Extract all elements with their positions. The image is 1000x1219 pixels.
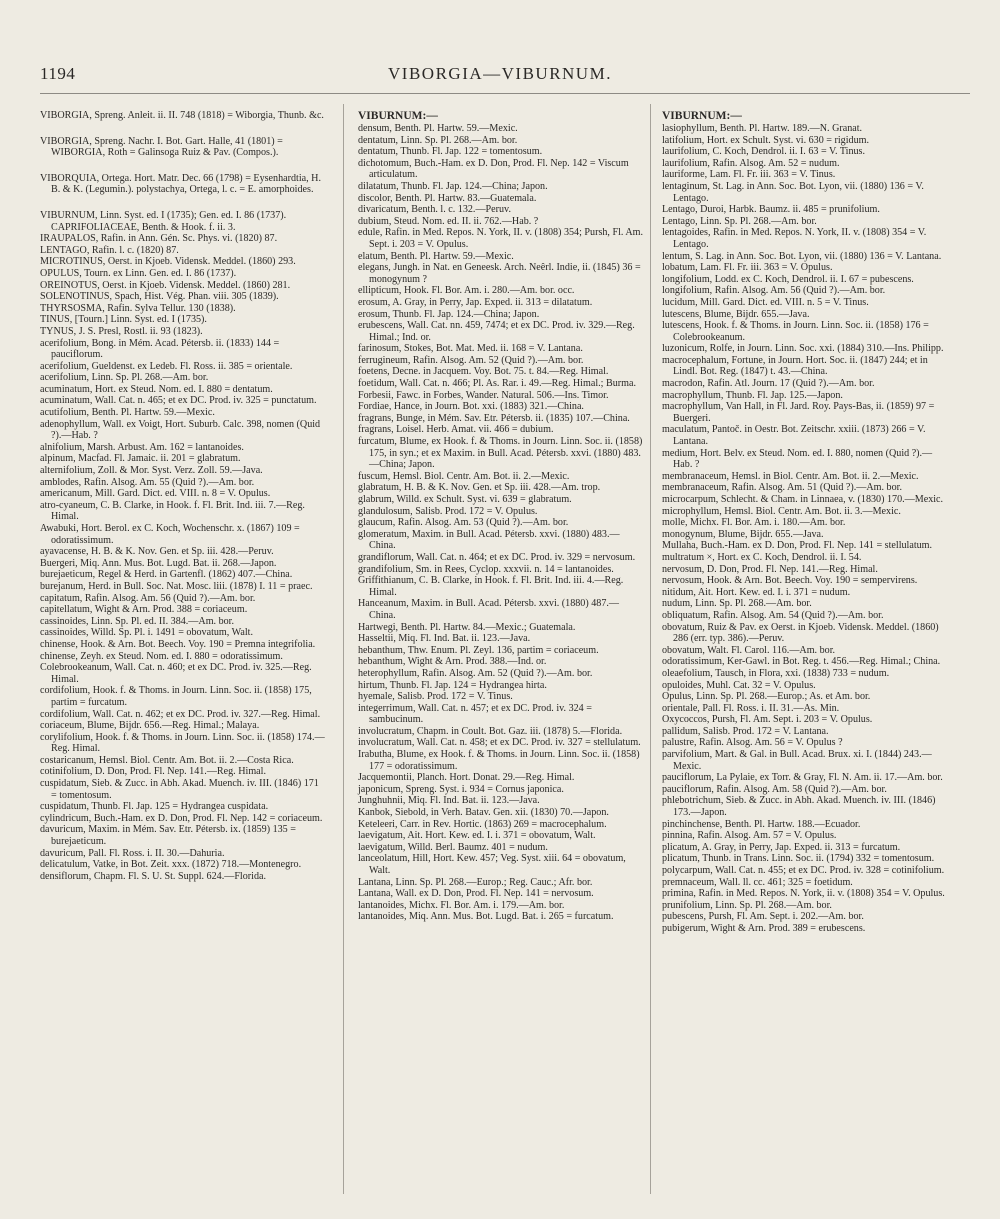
entry: cylindricum, Buch.-Ham. ex D. Don, Prod. Fl. Nep. 142 = coriaceum. [40, 812, 323, 824]
entry: glomeratum, Maxim. in Bull. Acad. Pétersb. xxvi. (1880) 483.—China. [358, 528, 620, 552]
column-divider-1 [343, 104, 344, 1194]
entry: densum, Benth. Pl. Hartw. 59.—Mexic. [358, 123, 518, 134]
entry: phlebotrichum, Sieb. & Zucc. in Abh. Akad. Muench. iv. III. (1846) 173.—Japon. [662, 795, 936, 819]
entry: farinosum, Stokes, Bot. Mat. Med. ii. 168 = V. Lantana. [358, 343, 583, 355]
entry: dubium, Steud. Nom. ed. II. ii. 762.—Hab. ? [358, 215, 539, 227]
entry: VIBORGIA, Spreng. Anleit. ii. II. 748 (1818) = Wiborgia, Thunb. &c. [40, 110, 324, 121]
entry: nervosum, D. Don, Prod. Fl. Nep. 141.—Reg. Himal. [662, 563, 878, 575]
entry: laurifolium, Rafin. Alsog. Am. 52 = nudum. [662, 157, 840, 169]
entry: Hartwegi, Benth. Pl. Hartw. 84.—Mexic.; Guatemala. [358, 621, 576, 633]
entry: cordifolium, Wall. Cat. n. 462; et ex DC. Prod. iv. 327.—Reg. Himal. [40, 708, 321, 720]
entry: premnaceum, Wall. ll. cc. 461; 325 = foetidum. [662, 876, 853, 888]
entry: capitatum, Rafin. Alsog. Am. 56 (Quid ?).—Am. bor. [40, 592, 256, 604]
entry: Fordiae, Hance, in Journ. Bot. xxi. (1883) 321.—China. [358, 401, 584, 413]
entry: LENTAGO, Rafin. l. c. (1820) 87. [40, 244, 179, 256]
entry: ellipticum, Hook. Fl. Bor. Am. i. 280.—Am. bor. occ. [358, 285, 575, 297]
entry: glabratum, H. B. & K. Nov. Gen. et Sp. iii. 428.—Am. trop. [358, 482, 601, 494]
entry: erosum, Thunb. Fl. Jap. 124.—China; Japon. [358, 308, 540, 320]
column-divider-2 [650, 104, 651, 1194]
entry: hebanthum, Thw. Enum. Pl. Zeyl. 136, partim = coriaceum. [358, 644, 599, 656]
entry: fragrans, Bunge, in Mém. Sav. Etr. Pétersb. ii. (1835) 107.—China. [358, 412, 630, 424]
entry: Buergeri, Miq. Ann. Mus. Bot. Lugd. Bat. ii. 268.—Japon. [40, 557, 277, 569]
entry: grandiflorum, Wall. Cat. n. 464; et ex DC. Prod. iv. 329 = nervosum. [358, 551, 636, 563]
entry: primina, Rafin. in Med. Repos. N. York, ii. v. (1808) 354 = V. Opulus. [662, 888, 945, 900]
entry: fuscum, Hemsl. Biol. Centr. Am. Bot. ii. 2.—Mexic. [358, 470, 570, 482]
entry: Mullaha, Buch.-Ham. ex D. Don, Prod. Fl. Nep. 141 = stellulatum. [662, 540, 933, 552]
entry: densiflorum, Chapm. Fl. S. U. St. Suppl. 624.—Florida. [40, 870, 267, 882]
entry: glabrum, Willd. ex Schult. Syst. vi. 639 = glabratum. [358, 494, 572, 505]
entry: TYNUS, J. S. Presl, Rostl. ii. 93 (1823). [40, 325, 203, 337]
entry: cuspidatum, Thunb. Fl. Jap. 125 = Hydrangea cuspidata. [40, 801, 269, 813]
entry: fragrans, Loisel. Herb. Amat. vii. 466 = dubium. [358, 424, 554, 436]
entry: integerrimum, Wall. Cat. n. 457; et ex DC. Prod. iv. 324 = sambucinum. [358, 702, 592, 726]
entry: alternifolium, Zoll. & Mor. Syst. Verz. Zoll. 59.—Java. [40, 465, 263, 477]
entry: Lantana, Linn. Sp. Pl. 268.—Europ.; Reg. Cauc.; Afr. bor. [358, 876, 593, 888]
entry: Opulus, Linn. Sp. Pl. 268.—Europ.; As. et Am. bor. [662, 691, 871, 703]
entry: membranaceum, Hemsl. in Biol. Centr. Am. Bot. ii. 2.—Mexic. [662, 470, 919, 482]
entry: odoratissimum, Ker-Gawl. in Bot. Reg. t. 456.—Reg. Himal.; China. [662, 656, 941, 668]
entry: hebanthum, Wight & Arn. Prod. 388.—Ind. or. [358, 656, 547, 668]
entry: alnifolium, Marsh. Arbust. Am. 162 = lantanoides. [40, 441, 244, 453]
entry: corylifolium, Hook. f. & Thoms. in Journ. Linn. Soc. ii. (1858) 174.—Reg. Himal. [40, 731, 325, 755]
entry: latifolium, Hort. ex Schult. Syst. vi. 630 = rigidum. [662, 134, 870, 146]
entry: chinense, Zeyh. ex Steud. Nom. ed. I. 880 = odoratissimum. [40, 650, 283, 662]
entry: costaricanum, Hemsl. Biol. Centr. Am. Bot. ii. 2.—Costa Rica. [40, 754, 294, 766]
entry: acuminatum, Wall. Cat. n. 465; et ex DC. Prod. iv. 325 = punctatum. [40, 395, 317, 407]
entry: lasiophyllum, Benth. Pl. Hartw. 189.—N. Granat. [662, 123, 863, 134]
entry: Awabuki, Hort. Berol. ex C. Koch, Wochenschr. x. (1867) 109 = odoratissimum. [40, 523, 300, 546]
entry: involucratum, Chapm. in Coult. Bot. Gaz. iii. (1878) 5.—Florida. [358, 725, 623, 737]
entry: lentagoides, Rafin. in Med. Repos. N. York, II. v. (1808) 354 = V. Lentago. [662, 227, 927, 250]
column-3-heading: VIBURNUM:— [662, 110, 742, 122]
entry: THYRSOSMA, Rafin. Sylva Tellur. 130 (1838). [40, 302, 236, 314]
entry: adenophyllum, Wall. ex Voigt, Hort. Suburb. Calc. 398, nomen (Quid ?).—Hab. ? [40, 418, 321, 442]
entry: multratum ×, Hort. ex C. Koch, Dendrol. ii. I. 54. [662, 551, 862, 563]
entry: lanceolatum, Hill, Hort. Kew. 457; Veg. Syst. xiii. 64 = obovatum, Walt. [358, 853, 626, 876]
entry: cotinifolium, D. Don, Prod. Fl. Nep. 141.—Reg. Himal. [40, 766, 266, 778]
entry: macrocephalum, Fortune, in Journ. Hort. Soc. ii. (1847) 244; et in Lindl. Bot. Reg. (1847) t. 43.—China. [662, 354, 928, 378]
entry: VIBORQUIA, Ortega. Hort. Matr. Dec. 66 (1798) = Eysenhardtia, H. B. & K. (Legumin.). polystachya, Ortega, l. c. = E. amorphoides. [40, 172, 321, 196]
entry: VIBURNUM, Linn. Syst. ed. I (1735); Gen. ed. I. 86 (1737). CAPRIFOLIACEAE, Benth. & Hook. f. ii. 3. [40, 209, 287, 233]
entry: laevigatum, Willd. Berl. Baumz. 401 = nudum. [358, 841, 548, 853]
entry: Hanceanum, Maxim. in Bull. Acad. Pétersb. xxvi. (1880) 487.—China. [358, 598, 619, 621]
entry: lutescens, Hook. f. & Thoms. in Journ. Linn. Soc. ii. (1858) 176 = Colebrookeanum. [662, 320, 929, 343]
entry: nervosum, Hook. & Arn. Bot. Beech. Voy. 190 = sempervirens. [662, 575, 918, 587]
entry: MICROTINUS, Oerst. in Kjoeb. Vidensk. Meddel. (1860) 293. [40, 256, 296, 268]
entry: acutifolium, Benth. Pl. Hartw. 59.—Mexic. [40, 407, 215, 419]
entry: americanum, Mill. Gard. Dict. ed. VIII. n. 8 = V. Opulus. [40, 488, 271, 500]
entry: macrodon, Rafin. Atl. Journ. 17 (Quid ?).—Am. bor. [662, 378, 875, 390]
entry: pubigerum, Wight & Arn. Prod. 389 = erubescens. [662, 922, 866, 934]
entry: dentatum, Linn. Sp. Pl. 268.—Am. bor. [358, 134, 518, 146]
column-1 [40, 110, 326, 882]
entry: lantanoides, Miq. Ann. Mus. Bot. Lugd. Bat. i. 265 = furcatum. [358, 911, 614, 923]
entry: VIBORGIA, Spreng. Nachr. I. Bot. Gart. Halle, 41 (1801) = WIBORGIA, Roth = Galinsoga Ruiz & Pav. (Compos.). [40, 135, 283, 159]
entry: burejaeticum, Regel & Herd. in Gartenfl. (1862) 407.—China. [40, 569, 293, 581]
entry: prunifolium, Linn. Sp. Pl. 268.—Am. bor. [662, 899, 832, 911]
entry: molle, Michx. Fl. Bor. Am. i. 180.—Am. bor. [662, 517, 846, 529]
entry: SOLENOTINUS, Spach, Hist. Vég. Phan. viii. 305 (1839). [40, 291, 279, 303]
entry: davuricum, Maxim. in Mém. Sav. Etr. Pétersb. ix. (1859) 135 = burejaeticum. [40, 824, 296, 848]
entry: coriaceum, Blume, Bijdr. 656.—Reg. Himal.; Malaya. [40, 720, 260, 732]
entry: Junghuhnii, Miq. Fl. Ind. Bat. ii. 123.—Java. [358, 795, 540, 807]
column-2-entries [358, 123, 644, 923]
entry: elegans, Jungh. in Nat. en Geneesk. Arch. Neêrl. Indie, ii. (1845) 36 = monogynum ? [358, 262, 641, 285]
entry: Oxycoccos, Pursh, Fl. Am. Sept. i. 203 = V. Opulus. [662, 714, 873, 726]
entry: heterophyllum, Rafin. Alsog. Am. 52 (Quid ?).—Am. bor. [358, 667, 593, 679]
entry: hyemale, Salisb. Prod. 172 = V. Tinus. [358, 691, 513, 703]
entry: pauciflorum, La Pylaie, ex Torr. & Gray, Fl. N. Am. ii. 17.—Am. bor. [662, 772, 943, 784]
entry: edule, Rafin. in Med. Repos. N. York, II. v. (1808) 354; Pursh, Fl. Am. Sept. i. 203 = V. Opulus. [358, 227, 644, 250]
entry: Jacquemontii, Planch. Hort. Donat. 29.—Reg. Himal. [358, 772, 575, 784]
entry: microphyllum, Hemsl. Biol. Centr. Am. Bot. ii. 3.—Mexic. [662, 505, 901, 517]
entry: Lantana, Wall. ex D. Don, Prod. Fl. Nep. 141 = nervosum. [358, 888, 594, 900]
entry: davuricum, Pall. Fl. Ross. i. II. 30.—Dahuria. [40, 847, 225, 859]
entry: laevigatum, Ait. Hort. Kew. ed. I. i. 371 = obovatum, Walt. [358, 830, 596, 842]
entry: obliquatum, Rafin. Alsog. Am. 54 (Quid ?).—Am. bor. [662, 609, 884, 621]
entry: Colebrookeanum, Wall. Cat. n. 460; et ex DC. Prod. iv. 325.—Reg. Himal. [40, 662, 312, 685]
entry: Irabutha, Blume, ex Hook. f. & Thoms. in Journ. Linn. Soc. ii. (1858) 177 = odoratissimum. [358, 749, 640, 772]
entry: IRAUPALOS, Rafin. in Ann. Gén. Sc. Phys. vi. (1820) 87. [40, 233, 278, 245]
entry: dentatum, Thunb. Fl. Jap. 122 = tomentosum. [358, 146, 543, 158]
entry: orientale, Pall. Fl. Ross. i. II. 31.—As. Min. [662, 702, 840, 714]
entry: atro-cyaneum, C. B. Clarke, in Hook. f. Fl. Brit. Ind. iii. 7.—Reg. Himal. [40, 499, 305, 523]
entry: oleaefolium, Tausch, in Flora, xxi. (1838) 733 = nudum. [662, 667, 890, 679]
entry: TINUS, [Tourn.] Linn. Syst. ed. I (1735). [40, 314, 207, 326]
entry: membranaceum, Rafin. Alsog. Am. 51 (Quid ?).—Am. bor. [662, 482, 902, 494]
entry: lauriforme, Lam. Fl. Fr. iii. 363 = V. Tinus. [662, 169, 836, 181]
entry: hirtum, Thunb. Fl. Jap. 124 = Hydrangea hirta. [358, 679, 547, 691]
entry: lobatum, Lam. Fl. Fr. iii. 363 = V. Opulus. [662, 262, 833, 274]
entry: dichotomum, Buch.-Ham. ex D. Don, Prod. Fl. Nep. 142 = Viscum articulatum. [358, 157, 629, 181]
entry: pinchinchense, Benth. Pl. Hartw. 188.—Ecuador. [662, 818, 861, 830]
entry: glaucum, Rafin. Alsog. Am. 53 (Quid ?).—Am. bor. [358, 517, 569, 529]
entry: grandifolium, Sm. in Rees, Cyclop. xxxvii. n. 14 = lantanoides. [358, 563, 614, 575]
entry: dilatatum, Thunb. Fl. Jap. 124.—China; Japon. [358, 180, 548, 192]
entry: acuminatum, Hort. ex Steud. Nom. ed. I. 880 = dentatum. [40, 383, 273, 395]
entry: luzonicum, Rolfe, in Journ. Linn. Soc. xxi. (1884) 310.—Ins. Philipp. [662, 343, 944, 355]
entry: pallidum, Salisb. Prod. 172 = V. Lantana. [662, 725, 829, 737]
entry: nitidum, Ait. Hort. Kew. ed. I. i. 371 = nudum. [662, 586, 851, 598]
entry: burejanum, Herd. in Bull. Soc. Nat. Mosc. liii. (1878) I. 11 = praec. [40, 580, 313, 592]
column-3 [662, 110, 948, 935]
entry: polycarpum, Wall. Cat. n. 455; et ex DC. Prod. iv. 328 = cotinifolium. [662, 865, 945, 876]
entry: pauciflorum, Rafin. Alsog. Am. 58 (Quid ?).—Am. bor. [662, 783, 887, 795]
entry: acerifolium, Gueldenst. ex Ledeb. Fl. Ross. ii. 385 = orientale. [40, 360, 293, 372]
entry: erubescens, Wall. Cat. nn. 459, 7474; et ex DC. Prod. iv. 329.—Reg. Himal.; Ind. or. [358, 320, 635, 343]
entry: laurifolium, C. Koch, Dendrol. ii. I. 63 = V. Tinus. [662, 146, 865, 158]
entry: foetens, Decne. in Jacquem. Voy. Bot. 75. t. 84.—Reg. Himal. [358, 366, 609, 378]
entry: delicatulum, Vatke, in Bot. Zeit. xxx. (1872) 718.—Montenegro. [40, 859, 302, 871]
header-rule [40, 93, 970, 94]
entry: ferrugineum, Rafin. Alsog. Am. 52 (Quid ?).—Am. bor. [358, 354, 584, 366]
entry: Hasseltii, Miq. Fl. Ind. Bat. ii. 123.—Java. [358, 633, 531, 645]
column-2 [358, 110, 644, 923]
page-number: 1194 [40, 64, 76, 83]
column-2-heading: VIBURNUM:— [358, 110, 438, 122]
entry: ayavacense, H. B. & K. Nov. Gen. et Sp. iii. 428.—Peruv. [40, 546, 274, 558]
column-3-entries [662, 123, 948, 935]
entry: OREINOTUS, Oerst. in Kjoeb. Vidensk. Meddel. (1860) 281. [40, 279, 291, 291]
entry: longifolium, Lodd. ex C. Koch, Dendrol. ii. I. 67 = pubescens. [662, 273, 914, 285]
entry: Griffithianum, C. B. Clarke, in Hook. f. Fl. Brit. Ind. iii. 4.—Reg. Himal. [358, 575, 624, 598]
entry: lantanoides, Michx. Fl. Bor. Am. i. 179.—Am. bor. [358, 899, 565, 911]
entry: lutescens, Blume, Bijdr. 655.—Java. [662, 308, 810, 320]
entry: discolor, Benth. Pl. Hartw. 83.—Guatemala. [358, 192, 537, 204]
entry: lentum, S. Lag. in Ann. Soc. Bot. Lyon, vii. (1880) 136 = V. Lantana. [662, 250, 942, 262]
entry: Lentago, Linn. Sp. Pl. 268.—Am. bor. [662, 215, 817, 227]
entry: Forbesii, Fawc. in Forbes, Wander. Natural. 506.—Ins. Timor. [358, 389, 609, 401]
entry: medium, Hort. Belv. ex Steud. Nom. ed. I. 880, nomen (Quid ?).—Hab. ? [662, 447, 933, 471]
entry: monogynum, Blume, Bijdr. 655.—Java. [662, 528, 824, 540]
entry: lucidum, Mill. Gard. Dict. ed. VIII. n. 5 = V. Tinus. [662, 296, 869, 308]
entry: maculatum, Pantoč. in Oestr. Bot. Zeitschr. xxiii. (1873) 266 = V. Lantana. [662, 424, 926, 448]
entry: opuloides, Muhl. Cat. 32 = V. Opulus. [662, 679, 816, 691]
entry: microcarpum, Schlecht. & Cham. in Linnaea, v. (1830) 170.—Mexic. [662, 494, 944, 505]
entry: Keteleeri, Carr. in Rev. Hortic. (1863) 269 = macrocephalum. [358, 818, 607, 830]
entry: alpinum, Macfad. Fl. Jamaic. ii. 201 = glabratum. [40, 453, 241, 465]
entry: longifolium, Rafin. Alsog. Am. 56 (Quid ?).—Am. bor. [662, 285, 886, 297]
entry: macrophyllum, Van Hall, in Fl. Jard. Roy. Pays-Bas, ii. (1859) 97 = Buergeri. [662, 401, 935, 424]
entry: Kanbok, Siebold, in Verh. Batav. Gen. xii. (1830) 70.—Japon. [358, 807, 609, 819]
entry: divaricatum, Benth. l. c. 132.—Peruv. [358, 204, 511, 216]
entry: acerifolium, Bong. in Mém. Acad. Pétersb. ii. (1833) 144 = pauciflorum. [40, 337, 280, 361]
entry: foetidum, Wall. Cat. n. 466; Pl. As. Rar. i. 49.—Reg. Himal.; Burma. [358, 378, 636, 390]
entry: erosum, A. Gray, in Perry, Jap. Exped. ii. 313 = dilatatum. [358, 296, 593, 308]
entry: cuspidatum, Sieb. & Zucc. in Abh. Akad. Muench. iv. III. (1846) 171 = tomentosum. [40, 778, 319, 801]
entry: capitellatum, Wight & Arn. Prod. 388 = coriaceum. [40, 604, 248, 616]
entry: pubescens, Pursh, Fl. Am. Sept. i. 202.—Am. bor. [662, 911, 864, 923]
entry: cordifolium, Hook. f. & Thoms. in Journ. Linn. Soc. ii. (1858) 175, partim = furcatum. [40, 685, 312, 708]
running-title: VIBORGIA—VIBURNUM. [388, 64, 612, 83]
entry: chinense, Hook. & Arn. Bot. Beech. Voy. 190 = Premna integrifolia. [40, 638, 316, 650]
entry: obovatum, Ruiz & Pav. ex Oerst. in Kjoeb. Vidensk. Meddel. (1860) 286 (err. typ. 386).—Peruv. [662, 621, 939, 645]
entry: Lentago, Duroi, Harbk. Baumz. ii. 485 = prunifolium. [662, 204, 880, 216]
entry: acerifolium, Linn. Sp. Pl. 268.—Am. bor. [40, 372, 209, 384]
entry: japonicum, Spreng. Syst. i. 934 = Cornus japonica. [358, 783, 564, 795]
entry: pinnina, Rafin. Alsog. Am. 57 = V. Opulus. [662, 830, 837, 842]
entry: nudum, Linn. Sp. Pl. 268.—Am. bor. [662, 598, 812, 610]
entry: parvifolium, Mart. & Gal. in Bull. Acad. Brux. xi. I. (1844) 243.—Mexic. [662, 749, 932, 772]
entry: involucratum, Wall. Cat. n. 458; et ex DC. Prod. iv. 327 = stellulatum. [358, 737, 641, 749]
entry: lentaginum, St. Lag. in Ann. Soc. Bot. Lyon, vii. (1880) 136 = V. Lentago. [662, 180, 924, 204]
entry: glandulosum, Salisb. Prod. 172 = V. Opulus. [358, 505, 538, 517]
entry: obovatum, Walt. Fl. Carol. 116.—Am. bor. [662, 644, 836, 656]
entry: cassinoides, Linn. Sp. Pl. ed. II. 384.—Am. bor. [40, 615, 235, 627]
entry: amblodes, Rafin. Alsog. Am. 55 (Quid ?).—Am. bor. [40, 476, 255, 488]
entry: macrophyllum, Thunb. Fl. Jap. 125.—Japon. [662, 389, 843, 401]
entry: plicatum, Thunb. in Trans. Linn. Soc. ii. (1794) 332 = tomentosum. [662, 853, 935, 865]
entry: elatum, Benth. Pl. Hartw. 59.—Mexic. [358, 250, 514, 262]
entry: plicatum, A. Gray, in Perry, Jap. Exped. ii. 313 = furcatum. [662, 841, 901, 853]
entry: cassinoides, Willd. Sp. Pl. i. 1491 = obovatum, Walt. [40, 627, 253, 639]
entry: OPULUS, Tourn. ex Linn. Gen. ed. I. 86 (1737). [40, 267, 237, 279]
entry: palustre, Rafin. Alsog. Am. 56 = V. Opulus ? [662, 737, 843, 749]
entry: furcatum, Blume, ex Hook. f. & Thoms. in Journ. Linn. Soc. ii. (1858) 175, in syn.; et ex Maxim. in Bull. Acad. Pétersb. xxvi. (1880) 483.—China; Japon. [358, 436, 643, 471]
